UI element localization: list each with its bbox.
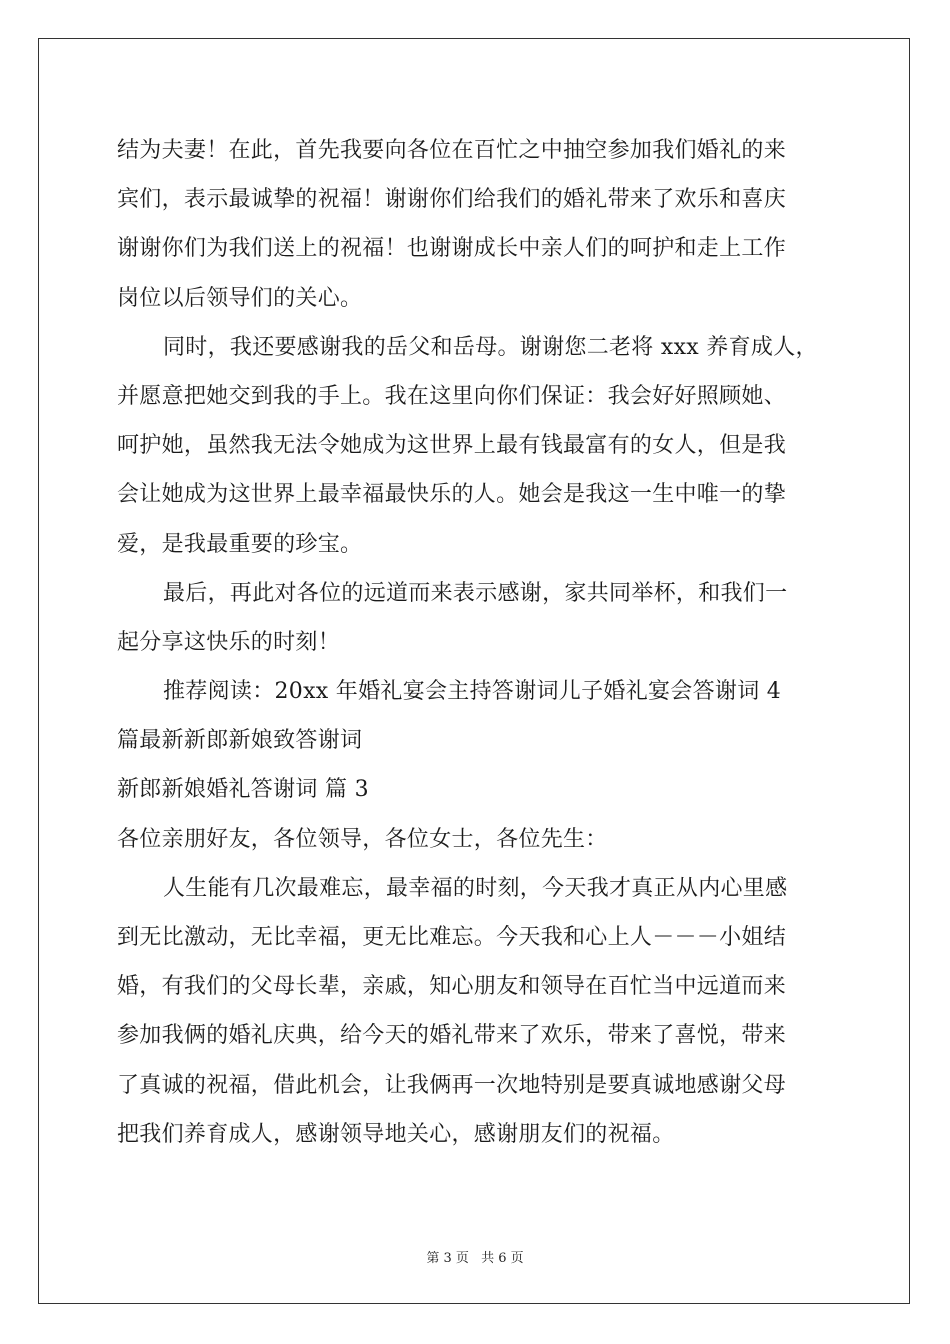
document-body — [117, 126, 843, 1159]
text-line: 同时，我还要感谢我的岳父和岳母。谢谢您二老将 xxx 养育成人， — [163, 334, 818, 360]
text-line: 把我们养育成人，感谢领导地关心，感谢朋友们的祝福。 — [117, 1121, 675, 1147]
text-line: 谢谢你们为我们送上的祝福！也谢谢成长中亲人们的呵护和走上工作 — [117, 236, 787, 262]
text-line: 宾们，表示最诚挚的祝福！谢谢你们给我们的婚礼带来了欢乐和喜庆 — [117, 187, 787, 213]
text-line: 会让她成为这世界上最幸福最快乐的人。她会是我这一生中唯一的挚 — [117, 482, 787, 508]
text-line: 到无比激动，无比幸福，更无比难忘。今天我和心上人－－－小姐结 — [117, 925, 787, 950]
text-line: 参加我俩的婚礼庆典，给今天的婚礼带来了欢乐，带来了喜悦，带来 — [117, 1023, 787, 1049]
text-line: 岗位以后领导们的关心。 — [117, 285, 363, 311]
total-pages: 共 6 页 — [481, 1251, 524, 1266]
text-line: 呵护她，虽然我无法令她成为这世界上最有钱最富有的女人，但是我 — [117, 433, 787, 459]
text-line: 最后，再此对各位的远道而来表示感谢，家共同举杯，和我们一 — [163, 580, 788, 606]
text-line: 结为夫妻！在此，首先我要向各位在百忙之中抽空参加我们婚礼的来 — [117, 138, 787, 163]
text-line: 人生能有几次最难忘，最幸福的时刻，今天我才真正从内心里感 — [163, 875, 788, 901]
text-line: 各位亲朋好友，各位领导，各位女士，各位先生： — [117, 826, 608, 852]
text-line: 篇最新新郎新娘致答谢词 — [117, 728, 363, 754]
text-line: 爱，是我最重要的珍宝。 — [117, 531, 363, 557]
page-number: 第 3 页 — [426, 1251, 469, 1266]
text-line: 婚，有我们的父母长辈，亲戚，知心朋友和领导在百忙当中远道而来 — [117, 974, 787, 1000]
text-line: 了真诚的祝福，借此机会，让我俩再一次地特别是要真诚地感谢父母 — [117, 1072, 787, 1098]
section-heading: 新郎新娘婚礼答谢词 篇 3 — [117, 777, 369, 803]
text-line: 并愿意把她交到我的手上。我在这里向你们保证：我会好好照顾她、 — [117, 383, 787, 409]
text-line: 起分享这快乐的时刻！ — [117, 629, 341, 655]
text-line: 推荐阅读：20xx 年婚礼宴会主持答谢词儿子婚礼宴会答谢词 4 — [163, 679, 782, 705]
page-footer — [0, 1247, 950, 1266]
